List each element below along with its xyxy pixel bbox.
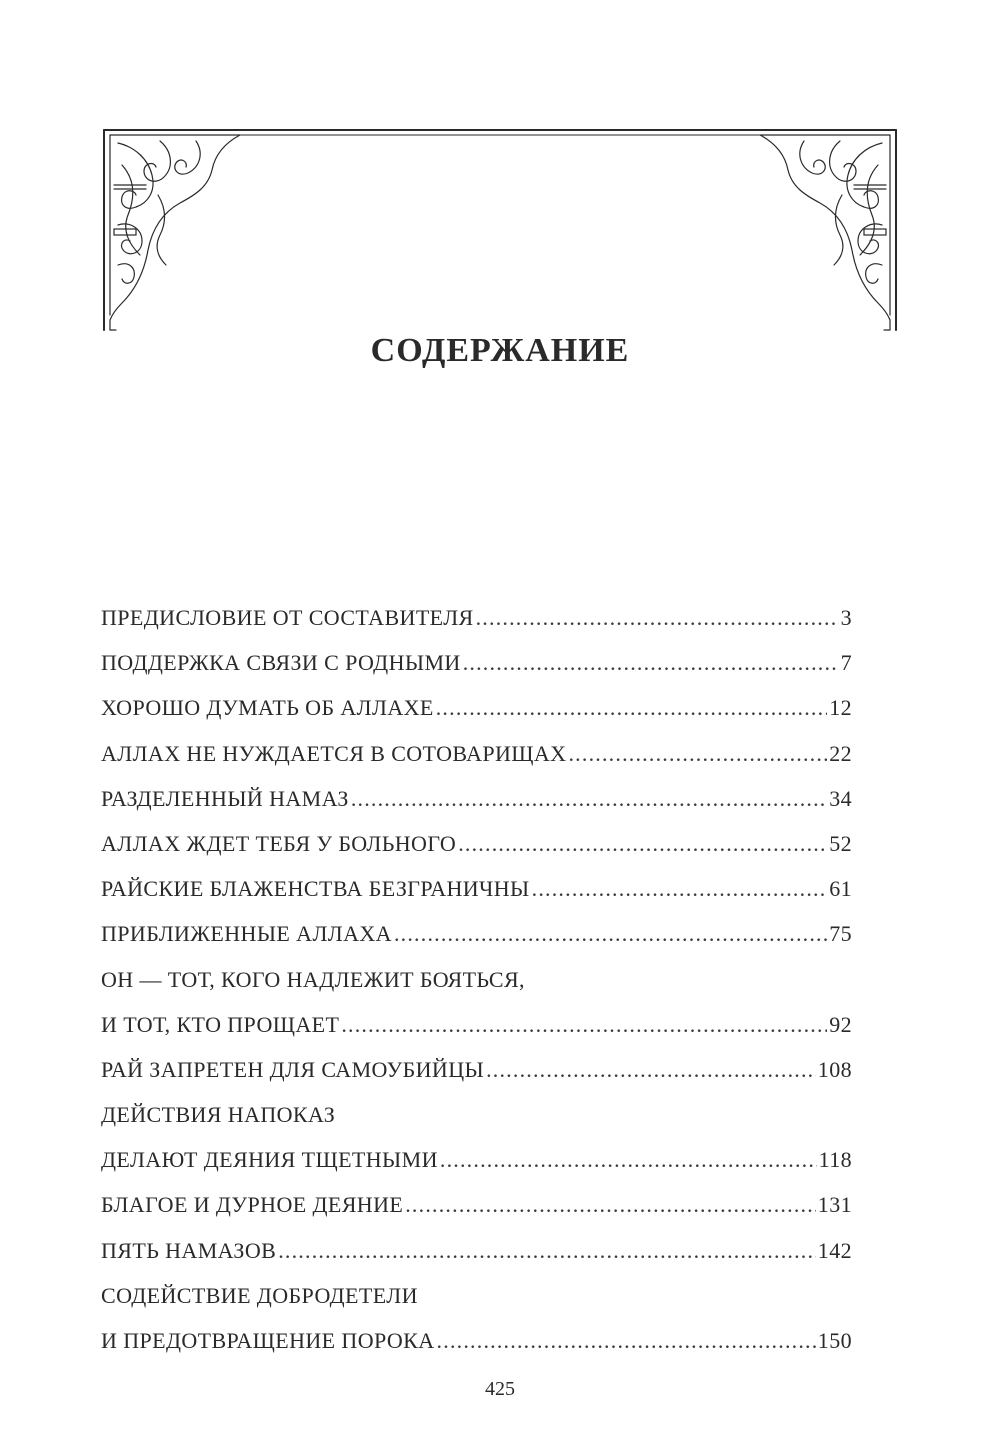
toc-entry-title: ОН — ТОТ, КОГО НАДЛЕЖИТ БОЯТЬСЯ, xyxy=(101,966,525,992)
toc-entry[interactable] xyxy=(101,776,852,821)
toc-entry-title: ПРИБЛИЖЕННЫЕ АЛЛАХА xyxy=(101,921,392,947)
toc-entry-line xyxy=(101,776,852,821)
toc-entry[interactable] xyxy=(101,1182,852,1227)
dot-leader xyxy=(436,685,827,730)
toc-entry-title: И ПРЕДОТВРАЩЕНИЕ ПОРОКА xyxy=(101,1328,435,1353)
toc-entry[interactable] xyxy=(101,1047,852,1092)
toc-entry[interactable] xyxy=(101,731,852,776)
toc-entry[interactable] xyxy=(101,957,852,1047)
toc-entry-line xyxy=(101,731,852,776)
dot-leader xyxy=(458,821,827,866)
toc-entry-page: 142 xyxy=(817,1237,852,1263)
toc-entry[interactable] xyxy=(101,911,852,956)
dot-leader xyxy=(278,1228,816,1273)
toc-entry-title: РАЗДЕЛЕННЫЙ НАМАЗ xyxy=(101,785,349,811)
dot-leader xyxy=(437,1318,816,1363)
toc-entry-line xyxy=(101,685,852,730)
page-title: СОДЕРЖАНИЕ xyxy=(370,332,630,369)
toc-entry-title: ХОРОШО ДУМАТЬ ОБ АЛЛАХЕ xyxy=(101,695,434,721)
left-corner-ornament xyxy=(104,130,240,330)
toc-entry[interactable] xyxy=(101,1228,852,1273)
toc-entry[interactable] xyxy=(101,866,852,911)
toc-entry-title: СОДЕЙСТВИЕ ДОБРОДЕТЕЛИ xyxy=(101,1282,418,1308)
toc-entry-line xyxy=(101,595,852,640)
table-of-contents xyxy=(101,595,852,1363)
toc-entry-title: ДЕЙСТВИЯ НАПОКАЗ xyxy=(101,1102,336,1128)
toc-entry-title: ПЯТЬ НАМАЗОВ xyxy=(101,1237,277,1263)
dot-leader xyxy=(532,866,828,911)
toc-entry-page: 52 xyxy=(829,830,852,856)
toc-entry-line xyxy=(101,1228,852,1273)
toc-entry-page: 7 xyxy=(840,650,852,676)
toc-entry-title: ДЕЛАЮТ ДЕЯНИЯ ТЩЕТНЫМИ xyxy=(101,1147,438,1173)
toc-entry-title: ПОДДЕРЖКА СВЯЗИ С РОДНЫМИ xyxy=(101,650,461,676)
toc-entry-page: 61 xyxy=(829,876,852,902)
dot-leader xyxy=(568,731,827,776)
toc-entry-title: АЛЛАХ НЕ НУЖДАЕТСЯ В СОТОВАРИЩАХ xyxy=(101,740,567,766)
toc-entry-line xyxy=(101,1137,852,1182)
toc-entry-page: 75 xyxy=(829,921,852,947)
dot-leader xyxy=(394,911,827,956)
ornamental-header-frame xyxy=(100,125,900,335)
dot-leader xyxy=(486,1047,816,1092)
right-corner-ornament xyxy=(760,130,896,330)
toc-entry-page: 22 xyxy=(829,740,852,766)
toc-entry-title: АЛЛАХ ЖДЕТ ТЕБЯ У БОЛЬНОГО xyxy=(101,830,457,856)
toc-entry-title: И ТОТ, КТО ПРОЩАЕТ xyxy=(101,1011,340,1037)
toc-entry-title: РАЙСКИЕ БЛАЖЕНСТВА БЕЗГРАНИЧНЫ xyxy=(101,876,530,902)
toc-entry[interactable] xyxy=(101,821,852,866)
toc-entry-line xyxy=(101,1182,852,1227)
toc-entry-page: 108 xyxy=(817,1056,852,1082)
toc-entry-line xyxy=(101,866,852,911)
toc-entry[interactable] xyxy=(101,640,852,685)
toc-entry-page: 92 xyxy=(829,1011,852,1037)
toc-entry-line xyxy=(101,640,852,685)
toc-entry-title: БЛАГОЕ И ДУРНОЕ ДЕЯНИЕ xyxy=(101,1192,404,1218)
toc-entry-line xyxy=(101,1092,852,1137)
toc-entry-page: 3 xyxy=(840,605,852,630)
toc-entry-line xyxy=(101,1318,852,1363)
toc-entry-page: 34 xyxy=(829,785,852,811)
dot-leader xyxy=(463,640,839,685)
toc-entry-line xyxy=(101,911,852,956)
dot-leader xyxy=(341,1002,827,1047)
page-number: 425 xyxy=(485,1378,515,1400)
toc-entry-line xyxy=(101,957,852,1002)
toc-entry-line xyxy=(101,1047,852,1092)
toc-entry-page: 118 xyxy=(818,1147,852,1173)
toc-entry-line xyxy=(101,1002,852,1047)
toc-entry[interactable] xyxy=(101,685,852,730)
dot-leader xyxy=(351,776,827,821)
toc-entry-page: 150 xyxy=(817,1328,852,1353)
toc-entry[interactable] xyxy=(101,1273,852,1363)
dot-leader xyxy=(476,595,839,640)
toc-entry-title: РАЙ ЗАПРЕТЕН ДЛЯ САМОУБИЙЦЫ xyxy=(101,1056,485,1082)
toc-entry-title: ПРЕДИСЛОВИЕ ОТ СОСТАВИТЕЛЯ xyxy=(101,605,474,630)
toc-entry[interactable] xyxy=(101,1092,852,1182)
toc-entry-page: 12 xyxy=(829,695,852,721)
toc-entry-line xyxy=(101,821,852,866)
dot-leader xyxy=(405,1182,816,1227)
toc-entry[interactable] xyxy=(101,595,852,640)
dot-leader xyxy=(440,1137,817,1182)
toc-entry-line xyxy=(101,1273,852,1318)
toc-entry-page: 131 xyxy=(817,1192,852,1218)
